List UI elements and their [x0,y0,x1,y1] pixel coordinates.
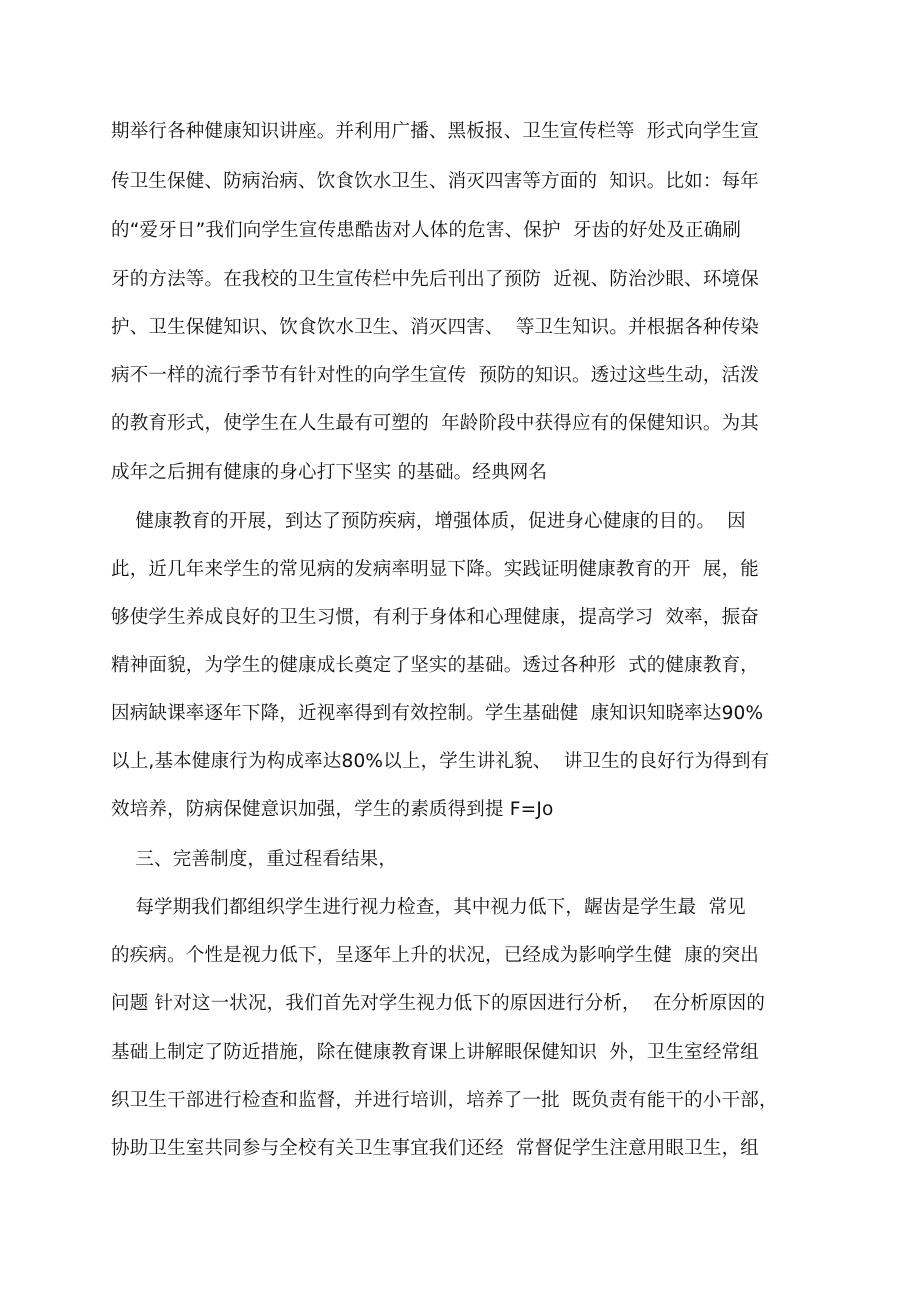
text-line: 的“爱牙日”我们向学生宣传患酷齿对人体的危害、保护 牙齿的好处及正确刷 [111,220,742,241]
section-heading: 三、完善制度，重过程看结果， [111,849,398,870]
text-line: 每学期我们都组织学生进行视力检查，其中视力低下，龌齿是学生最 常见 [111,897,746,918]
text-line: 织卫生干部进行检查和监督，并进行培训，培养了一批 既负责有能干的小干部， [111,1090,778,1111]
text-line: 期举行各种健康知识讲座。并利用广播、黑板报、卫生宣传栏等 形式向学生宣 [111,121,759,142]
text-line: 的疾病。个性是视力低下，呈逐年上升的状况，已经成为影响学生健 康的突出 [111,945,759,966]
text-line: 护、卫生保健知识、饮食饮水卫生、消灭四害、 等卫生知识。并根据各种传染 [111,317,759,338]
text-line: 以上,基本健康行为构成率达80%以上，学生讲礼貌、 讲卫生的良好行为得到有 [111,751,770,772]
text-line: 够使学生养成良好的卫生习惯，有利于身体和心理健康，提高学习 效率，振奋 [111,607,759,628]
text-line: 传卫生保健、防病治病、饮食饮水卫生、消灭四害等方面的 知识。比如：每年 [111,171,759,192]
text-line: 基础上制定了防近措施，除在健康教育课上讲解眼保健知识 外，卫生室经常组 [111,1042,759,1063]
text-line: 健康教育的开展，到达了预防疾病，增强体质，促进身心健康的目的。 因 [111,511,746,532]
text-line: 此，近几年来学生的常见病的发病率明显下降。实践证明健康教育的开 展，能 [111,559,759,580]
text-line: 牙的方法等。在我校的卫生宣传栏中先后刊出了预防 近视、防治沙眼、环境保 [111,269,759,290]
text-line: 协助卫生室共同参与全校有关卫生事宜我们还经 常督促学生注意用眼卫生，组 [111,1138,759,1159]
text-line: 病不一样的流行季节有针对性的向学生宣传 预防的知识。透过这些生动，活泼 [111,365,759,386]
text-line: 的教育形式，使学生在人生最有可塑的 年龄阶段中获得应有的保健知识。为其 [111,413,759,434]
text-line: 问题 针对这一状况，我们首先对学生视力低下的原因进行分析， 在分析原因的 [111,993,766,1014]
text-line: 成年之后拥有健康的身心打下坚实 的基础。经典网名 [111,462,548,483]
text-line: 因病缺课率逐年下降，近视率得到有效控制。学生基础健 康知识知晓率达90% [111,703,764,724]
text-line: 精神面貌，为学生的健康成长奠定了坚实的基础。透过各种形 式的健康教育， [111,655,759,676]
text-line: 效培养，防病保健意识加强，学生的素质得到提 F=Jo [111,799,554,820]
